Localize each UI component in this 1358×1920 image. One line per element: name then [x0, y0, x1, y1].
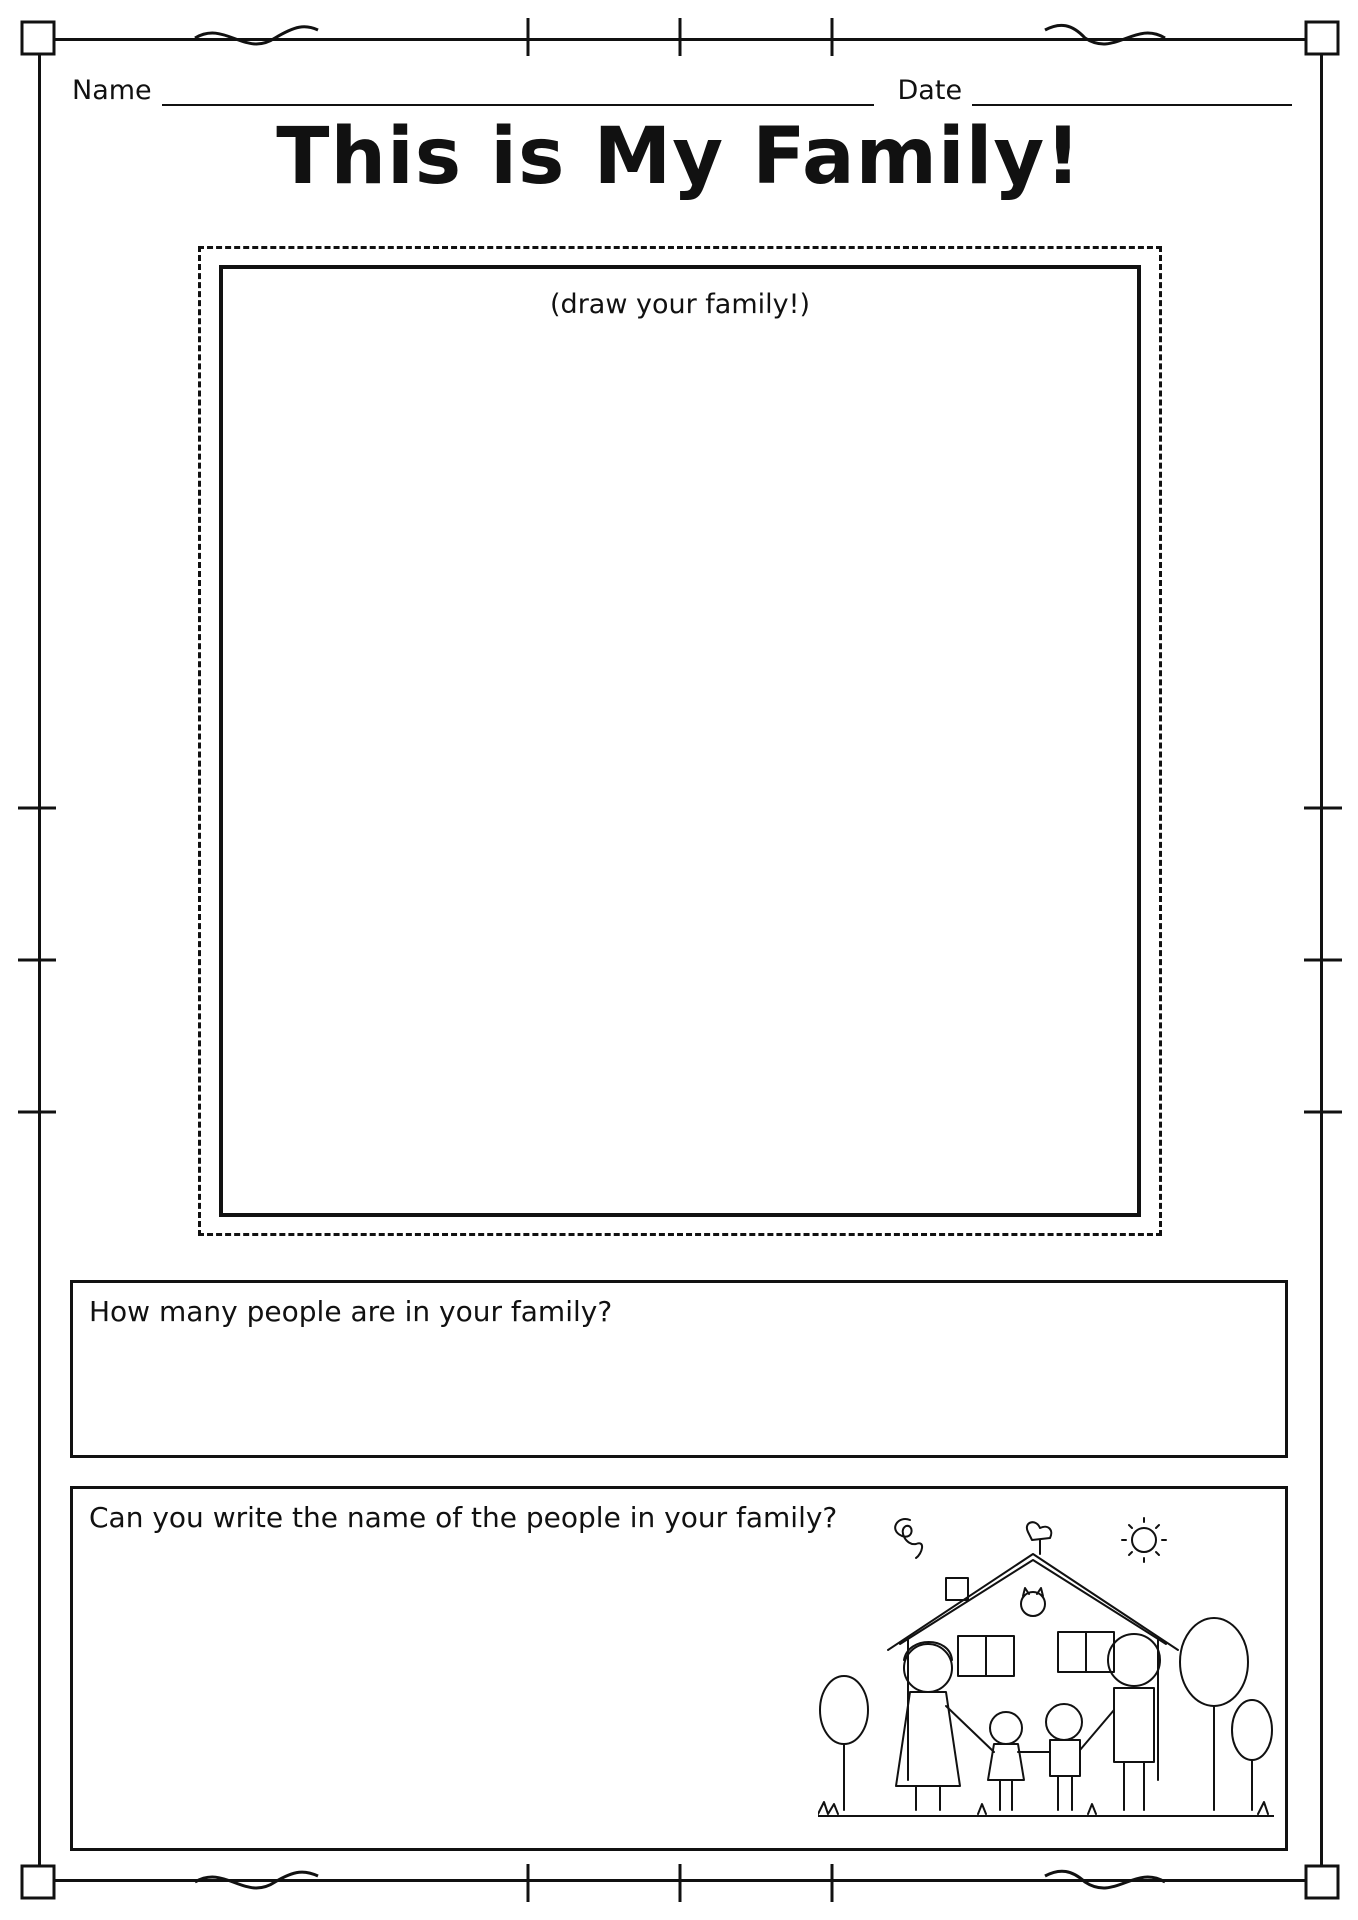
- answer-area[interactable]: [89, 1549, 869, 1829]
- drawing-area[interactable]: [219, 265, 1141, 1217]
- drawing-hint: (draw your family!): [550, 289, 810, 320]
- question-text: How many people are in your family?: [89, 1295, 613, 1328]
- date-field[interactable]: [972, 78, 1292, 106]
- page-title: This is My Family!: [276, 112, 1082, 202]
- name-field[interactable]: [162, 78, 874, 106]
- name-date-row: [72, 66, 1292, 106]
- drawing-area-dashed-border: [198, 246, 1162, 1236]
- question-text: Can you write the name of the people in your family?: [89, 1501, 838, 1534]
- family-house-illustration-icon: [818, 1510, 1274, 1840]
- name-label: Name: [72, 75, 152, 106]
- question-box-family-count[interactable]: [70, 1280, 1288, 1458]
- date-label: Date: [897, 75, 963, 106]
